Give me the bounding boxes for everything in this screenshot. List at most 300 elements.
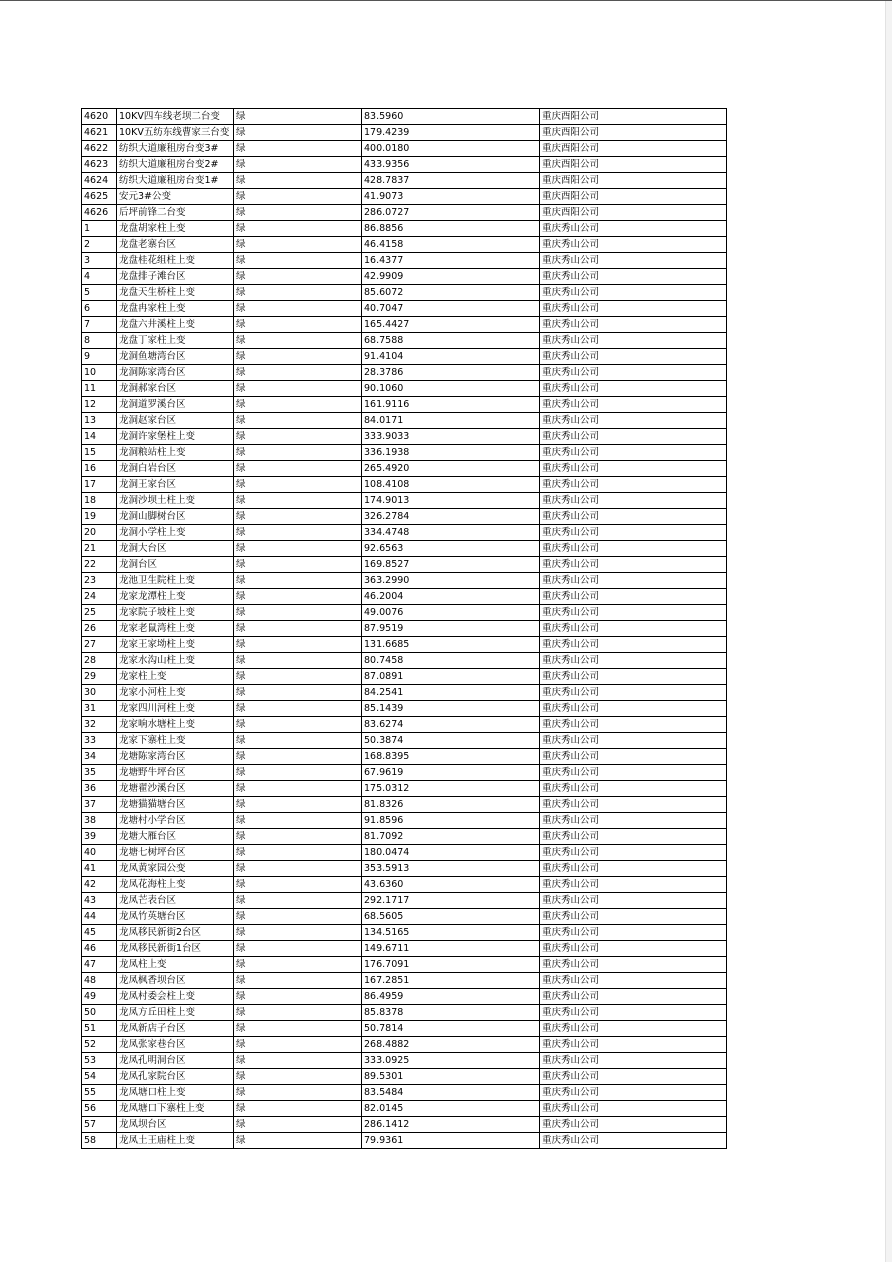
row-index-cell[interactable]: 26 — [82, 621, 117, 637]
status-cell[interactable]: 绿 — [234, 797, 362, 813]
company-cell[interactable]: 重庆秀山公司 — [540, 349, 727, 365]
value-cell[interactable]: 92.6563 — [362, 541, 540, 557]
status-cell[interactable]: 绿 — [234, 125, 362, 141]
status-cell[interactable]: 绿 — [234, 589, 362, 605]
station-name-cell[interactable]: 龙家响水塘柱上变 — [117, 717, 234, 733]
status-cell[interactable]: 绿 — [234, 1053, 362, 1069]
station-name-cell[interactable]: 龙洞粮站柱上变 — [117, 445, 234, 461]
company-cell[interactable]: 重庆秀山公司 — [540, 781, 727, 797]
row-index-cell[interactable]: 56 — [82, 1101, 117, 1117]
company-cell[interactable]: 重庆秀山公司 — [540, 653, 727, 669]
company-cell[interactable]: 重庆秀山公司 — [540, 1021, 727, 1037]
value-cell[interactable]: 174.9013 — [362, 493, 540, 509]
value-cell[interactable]: 353.5913 — [362, 861, 540, 877]
company-cell[interactable]: 重庆秀山公司 — [540, 573, 727, 589]
station-name-cell[interactable]: 龙凤黄家园公变 — [117, 861, 234, 877]
station-name-cell[interactable]: 龙凤芒表台区 — [117, 893, 234, 909]
value-cell[interactable]: 87.9519 — [362, 621, 540, 637]
station-name-cell[interactable]: 龙洞赵家台区 — [117, 413, 234, 429]
value-cell[interactable]: 84.2541 — [362, 685, 540, 701]
company-cell[interactable]: 重庆秀山公司 — [540, 413, 727, 429]
company-cell[interactable]: 重庆秀山公司 — [540, 269, 727, 285]
company-cell[interactable]: 重庆秀山公司 — [540, 285, 727, 301]
company-cell[interactable]: 重庆酉阳公司 — [540, 173, 727, 189]
status-cell[interactable]: 绿 — [234, 573, 362, 589]
value-cell[interactable]: 79.9361 — [362, 1133, 540, 1149]
value-cell[interactable]: 50.3874 — [362, 733, 540, 749]
station-name-cell[interactable]: 龙塘大雁台区 — [117, 829, 234, 845]
status-cell[interactable]: 绿 — [234, 541, 362, 557]
value-cell[interactable]: 83.5960 — [362, 109, 540, 125]
station-name-cell[interactable]: 龙凤花海柱上变 — [117, 877, 234, 893]
row-index-cell[interactable]: 30 — [82, 685, 117, 701]
status-cell[interactable]: 绿 — [234, 317, 362, 333]
company-cell[interactable]: 重庆酉阳公司 — [540, 205, 727, 221]
status-cell[interactable]: 绿 — [234, 509, 362, 525]
status-cell[interactable]: 绿 — [234, 637, 362, 653]
row-index-cell[interactable]: 55 — [82, 1085, 117, 1101]
company-cell[interactable]: 重庆秀山公司 — [540, 829, 727, 845]
row-index-cell[interactable]: 37 — [82, 797, 117, 813]
status-cell[interactable]: 绿 — [234, 845, 362, 861]
status-cell[interactable]: 绿 — [234, 941, 362, 957]
station-name-cell[interactable]: 龙盘冉家柱上变 — [117, 301, 234, 317]
company-cell[interactable]: 重庆秀山公司 — [540, 685, 727, 701]
row-index-cell[interactable]: 7 — [82, 317, 117, 333]
company-cell[interactable]: 重庆秀山公司 — [540, 477, 727, 493]
station-name-cell[interactable]: 龙凤枫香坝台区 — [117, 973, 234, 989]
row-index-cell[interactable]: 24 — [82, 589, 117, 605]
status-cell[interactable]: 绿 — [234, 877, 362, 893]
row-index-cell[interactable]: 4626 — [82, 205, 117, 221]
row-index-cell[interactable]: 46 — [82, 941, 117, 957]
company-cell[interactable]: 重庆秀山公司 — [540, 429, 727, 445]
station-name-cell[interactable]: 龙盘六井溪柱上变 — [117, 317, 234, 333]
company-cell[interactable]: 重庆酉阳公司 — [540, 157, 727, 173]
station-name-cell[interactable]: 龙凤竹英塘台区 — [117, 909, 234, 925]
status-cell[interactable]: 绿 — [234, 461, 362, 477]
company-cell[interactable]: 重庆酉阳公司 — [540, 125, 727, 141]
row-index-cell[interactable]: 43 — [82, 893, 117, 909]
status-cell[interactable]: 绿 — [234, 269, 362, 285]
station-name-cell[interactable]: 龙塘七树坪台区 — [117, 845, 234, 861]
station-name-cell[interactable]: 龙盘桂花组柱上变 — [117, 253, 234, 269]
company-cell[interactable]: 重庆秀山公司 — [540, 717, 727, 733]
station-name-cell[interactable]: 龙洞陈家湾台区 — [117, 365, 234, 381]
row-index-cell[interactable]: 57 — [82, 1117, 117, 1133]
value-cell[interactable]: 50.7814 — [362, 1021, 540, 1037]
value-cell[interactable]: 286.1412 — [362, 1117, 540, 1133]
station-name-cell[interactable]: 龙盘排子滩台区 — [117, 269, 234, 285]
value-cell[interactable]: 179.4239 — [362, 125, 540, 141]
company-cell[interactable]: 重庆酉阳公司 — [540, 109, 727, 125]
station-name-cell[interactable]: 龙凤土王庙柱上变 — [117, 1133, 234, 1149]
status-cell[interactable]: 绿 — [234, 1037, 362, 1053]
status-cell[interactable]: 绿 — [234, 397, 362, 413]
value-cell[interactable]: 40.7047 — [362, 301, 540, 317]
station-name-cell[interactable]: 龙洞大台区 — [117, 541, 234, 557]
status-cell[interactable]: 绿 — [234, 173, 362, 189]
status-cell[interactable]: 绿 — [234, 109, 362, 125]
row-index-cell[interactable]: 31 — [82, 701, 117, 717]
company-cell[interactable]: 重庆秀山公司 — [540, 509, 727, 525]
value-cell[interactable]: 43.6360 — [362, 877, 540, 893]
status-cell[interactable]: 绿 — [234, 973, 362, 989]
company-cell[interactable]: 重庆秀山公司 — [540, 1117, 727, 1133]
company-cell[interactable]: 重庆秀山公司 — [540, 909, 727, 925]
value-cell[interactable]: 90.1060 — [362, 381, 540, 397]
station-name-cell[interactable]: 龙洞山脚树台区 — [117, 509, 234, 525]
row-index-cell[interactable]: 34 — [82, 749, 117, 765]
station-name-cell[interactable]: 龙凤移民新街2台区 — [117, 925, 234, 941]
value-cell[interactable]: 89.5301 — [362, 1069, 540, 1085]
status-cell[interactable]: 绿 — [234, 333, 362, 349]
row-index-cell[interactable]: 27 — [82, 637, 117, 653]
company-cell[interactable]: 重庆秀山公司 — [540, 445, 727, 461]
value-cell[interactable]: 16.4377 — [362, 253, 540, 269]
station-name-cell[interactable]: 龙家下寨柱上变 — [117, 733, 234, 749]
row-index-cell[interactable]: 18 — [82, 493, 117, 509]
company-cell[interactable]: 重庆秀山公司 — [540, 301, 727, 317]
company-cell[interactable]: 重庆秀山公司 — [540, 973, 727, 989]
status-cell[interactable]: 绿 — [234, 205, 362, 221]
value-cell[interactable]: 334.4748 — [362, 525, 540, 541]
company-cell[interactable]: 重庆秀山公司 — [540, 1053, 727, 1069]
value-cell[interactable]: 333.0925 — [362, 1053, 540, 1069]
status-cell[interactable]: 绿 — [234, 749, 362, 765]
station-name-cell[interactable]: 安元3#公变 — [117, 189, 234, 205]
status-cell[interactable]: 绿 — [234, 557, 362, 573]
company-cell[interactable]: 重庆秀山公司 — [540, 893, 727, 909]
station-name-cell[interactable]: 龙洞白岩台区 — [117, 461, 234, 477]
value-cell[interactable]: 169.8527 — [362, 557, 540, 573]
value-cell[interactable]: 83.6274 — [362, 717, 540, 733]
status-cell[interactable]: 绿 — [234, 221, 362, 237]
status-cell[interactable]: 绿 — [234, 701, 362, 717]
row-index-cell[interactable]: 54 — [82, 1069, 117, 1085]
station-name-cell[interactable]: 龙家王家坳柱上变 — [117, 637, 234, 653]
company-cell[interactable]: 重庆秀山公司 — [540, 381, 727, 397]
value-cell[interactable]: 175.0312 — [362, 781, 540, 797]
value-cell[interactable]: 286.0727 — [362, 205, 540, 221]
row-index-cell[interactable]: 4621 — [82, 125, 117, 141]
status-cell[interactable]: 绿 — [234, 909, 362, 925]
value-cell[interactable]: 91.8596 — [362, 813, 540, 829]
status-cell[interactable]: 绿 — [234, 237, 362, 253]
status-cell[interactable]: 绿 — [234, 813, 362, 829]
row-index-cell[interactable]: 42 — [82, 877, 117, 893]
company-cell[interactable]: 重庆秀山公司 — [540, 253, 727, 269]
company-cell[interactable]: 重庆秀山公司 — [540, 365, 727, 381]
company-cell[interactable]: 重庆秀山公司 — [540, 765, 727, 781]
status-cell[interactable]: 绿 — [234, 1005, 362, 1021]
station-name-cell[interactable]: 龙凤张家巷台区 — [117, 1037, 234, 1053]
station-name-cell[interactable]: 龙家老鼠湾柱上变 — [117, 621, 234, 637]
row-index-cell[interactable]: 28 — [82, 653, 117, 669]
station-name-cell[interactable]: 龙盘丁家柱上变 — [117, 333, 234, 349]
row-index-cell[interactable]: 58 — [82, 1133, 117, 1149]
status-cell[interactable]: 绿 — [234, 189, 362, 205]
value-cell[interactable]: 81.7092 — [362, 829, 540, 845]
company-cell[interactable]: 重庆秀山公司 — [540, 861, 727, 877]
status-cell[interactable]: 绿 — [234, 381, 362, 397]
row-index-cell[interactable]: 25 — [82, 605, 117, 621]
row-index-cell[interactable]: 29 — [82, 669, 117, 685]
company-cell[interactable]: 重庆酉阳公司 — [540, 141, 727, 157]
company-cell[interactable]: 重庆秀山公司 — [540, 925, 727, 941]
value-cell[interactable]: 85.1439 — [362, 701, 540, 717]
station-name-cell[interactable]: 10KV五纺东线曹家三台变 — [117, 125, 234, 141]
status-cell[interactable]: 绿 — [234, 1021, 362, 1037]
row-index-cell[interactable]: 4622 — [82, 141, 117, 157]
value-cell[interactable]: 46.2004 — [362, 589, 540, 605]
station-name-cell[interactable]: 龙塘村小学台区 — [117, 813, 234, 829]
status-cell[interactable]: 绿 — [234, 285, 362, 301]
station-name-cell[interactable]: 龙家水沟山柱上变 — [117, 653, 234, 669]
value-cell[interactable]: 333.9033 — [362, 429, 540, 445]
status-cell[interactable]: 绿 — [234, 477, 362, 493]
value-cell[interactable]: 161.9116 — [362, 397, 540, 413]
value-cell[interactable]: 168.8395 — [362, 749, 540, 765]
value-cell[interactable]: 82.0145 — [362, 1101, 540, 1117]
value-cell[interactable]: 131.6685 — [362, 637, 540, 653]
station-name-cell[interactable]: 龙家龙潭柱上变 — [117, 589, 234, 605]
row-index-cell[interactable]: 49 — [82, 989, 117, 1005]
company-cell[interactable]: 重庆秀山公司 — [540, 637, 727, 653]
status-cell[interactable]: 绿 — [234, 365, 362, 381]
value-cell[interactable]: 108.4108 — [362, 477, 540, 493]
company-cell[interactable]: 重庆秀山公司 — [540, 317, 727, 333]
value-cell[interactable]: 326.2784 — [362, 509, 540, 525]
value-cell[interactable]: 400.0180 — [362, 141, 540, 157]
value-cell[interactable]: 85.6072 — [362, 285, 540, 301]
station-name-cell[interactable]: 龙家院子坡柱上变 — [117, 605, 234, 621]
station-name-cell[interactable]: 龙家四川河柱上变 — [117, 701, 234, 717]
status-cell[interactable]: 绿 — [234, 349, 362, 365]
company-cell[interactable]: 重庆秀山公司 — [540, 605, 727, 621]
station-name-cell[interactable]: 龙凤塘口下寨柱上变 — [117, 1101, 234, 1117]
company-cell[interactable]: 重庆秀山公司 — [540, 237, 727, 253]
station-name-cell[interactable]: 龙家小河柱上变 — [117, 685, 234, 701]
station-name-cell[interactable]: 龙塘猫猫塘台区 — [117, 797, 234, 813]
company-cell[interactable]: 重庆秀山公司 — [540, 941, 727, 957]
company-cell[interactable]: 重庆秀山公司 — [540, 877, 727, 893]
status-cell[interactable]: 绿 — [234, 157, 362, 173]
value-cell[interactable]: 80.7458 — [362, 653, 540, 669]
station-name-cell[interactable]: 龙塘野牛坪台区 — [117, 765, 234, 781]
value-cell[interactable]: 84.0171 — [362, 413, 540, 429]
row-index-cell[interactable]: 4620 — [82, 109, 117, 125]
value-cell[interactable]: 68.5605 — [362, 909, 540, 925]
row-index-cell[interactable]: 35 — [82, 765, 117, 781]
row-index-cell[interactable]: 51 — [82, 1021, 117, 1037]
value-cell[interactable]: 91.4104 — [362, 349, 540, 365]
company-cell[interactable]: 重庆秀山公司 — [540, 1037, 727, 1053]
station-name-cell[interactable]: 龙洞小学柱上变 — [117, 525, 234, 541]
company-cell[interactable]: 重庆秀山公司 — [540, 541, 727, 557]
status-cell[interactable]: 绿 — [234, 653, 362, 669]
value-cell[interactable]: 86.4959 — [362, 989, 540, 1005]
station-name-cell[interactable]: 纺织大道廉租房台变2# — [117, 157, 234, 173]
station-name-cell[interactable]: 龙塘翟沙溪台区 — [117, 781, 234, 797]
value-cell[interactable]: 428.7837 — [362, 173, 540, 189]
status-cell[interactable]: 绿 — [234, 861, 362, 877]
status-cell[interactable]: 绿 — [234, 253, 362, 269]
status-cell[interactable]: 绿 — [234, 445, 362, 461]
row-index-cell[interactable]: 47 — [82, 957, 117, 973]
value-cell[interactable]: 68.7588 — [362, 333, 540, 349]
value-cell[interactable]: 433.9356 — [362, 157, 540, 173]
company-cell[interactable]: 重庆秀山公司 — [540, 1005, 727, 1021]
company-cell[interactable]: 重庆秀山公司 — [540, 797, 727, 813]
status-cell[interactable]: 绿 — [234, 829, 362, 845]
row-index-cell[interactable]: 13 — [82, 413, 117, 429]
row-index-cell[interactable]: 14 — [82, 429, 117, 445]
value-cell[interactable]: 42.9909 — [362, 269, 540, 285]
status-cell[interactable]: 绿 — [234, 525, 362, 541]
row-index-cell[interactable]: 36 — [82, 781, 117, 797]
station-name-cell[interactable]: 龙凤孔家院台区 — [117, 1069, 234, 1085]
status-cell[interactable]: 绿 — [234, 765, 362, 781]
station-name-cell[interactable]: 龙凤柱上变 — [117, 957, 234, 973]
row-index-cell[interactable]: 8 — [82, 333, 117, 349]
value-cell[interactable]: 85.8378 — [362, 1005, 540, 1021]
company-cell[interactable]: 重庆秀山公司 — [540, 1133, 727, 1149]
value-cell[interactable]: 28.3786 — [362, 365, 540, 381]
company-cell[interactable]: 重庆秀山公司 — [540, 589, 727, 605]
station-name-cell[interactable]: 龙凤塘口柱上变 — [117, 1085, 234, 1101]
row-index-cell[interactable]: 48 — [82, 973, 117, 989]
status-cell[interactable]: 绿 — [234, 1069, 362, 1085]
row-index-cell[interactable]: 4623 — [82, 157, 117, 173]
value-cell[interactable]: 363.2990 — [362, 573, 540, 589]
company-cell[interactable]: 重庆秀山公司 — [540, 525, 727, 541]
company-cell[interactable]: 重庆秀山公司 — [540, 749, 727, 765]
status-cell[interactable]: 绿 — [234, 989, 362, 1005]
value-cell[interactable]: 46.4158 — [362, 237, 540, 253]
value-cell[interactable]: 176.7091 — [362, 957, 540, 973]
row-index-cell[interactable]: 11 — [82, 381, 117, 397]
status-cell[interactable]: 绿 — [234, 957, 362, 973]
row-index-cell[interactable]: 32 — [82, 717, 117, 733]
company-cell[interactable]: 重庆秀山公司 — [540, 845, 727, 861]
station-name-cell[interactable]: 龙凤新店子台区 — [117, 1021, 234, 1037]
status-cell[interactable]: 绿 — [234, 1101, 362, 1117]
status-cell[interactable]: 绿 — [234, 301, 362, 317]
company-cell[interactable]: 重庆秀山公司 — [540, 1069, 727, 1085]
station-name-cell[interactable]: 龙洞沙坝土柱上变 — [117, 493, 234, 509]
scrollbar-track[interactable] — [885, 1, 892, 1262]
status-cell[interactable]: 绿 — [234, 685, 362, 701]
status-cell[interactable]: 绿 — [234, 1117, 362, 1133]
status-cell[interactable]: 绿 — [234, 1085, 362, 1101]
value-cell[interactable]: 134.5165 — [362, 925, 540, 941]
company-cell[interactable]: 重庆秀山公司 — [540, 221, 727, 237]
row-index-cell[interactable]: 39 — [82, 829, 117, 845]
status-cell[interactable]: 绿 — [234, 893, 362, 909]
row-index-cell[interactable]: 44 — [82, 909, 117, 925]
status-cell[interactable]: 绿 — [234, 717, 362, 733]
value-cell[interactable]: 292.1717 — [362, 893, 540, 909]
row-index-cell[interactable]: 38 — [82, 813, 117, 829]
row-index-cell[interactable]: 4624 — [82, 173, 117, 189]
row-index-cell[interactable]: 3 — [82, 253, 117, 269]
company-cell[interactable]: 重庆秀山公司 — [540, 397, 727, 413]
station-name-cell[interactable]: 龙盘胡家柱上变 — [117, 221, 234, 237]
station-name-cell[interactable]: 龙洞道罗溪台区 — [117, 397, 234, 413]
row-index-cell[interactable]: 4 — [82, 269, 117, 285]
station-name-cell[interactable]: 龙洞台区 — [117, 557, 234, 573]
company-cell[interactable]: 重庆秀山公司 — [540, 701, 727, 717]
station-name-cell[interactable]: 龙洞许家堡柱上变 — [117, 429, 234, 445]
row-index-cell[interactable]: 12 — [82, 397, 117, 413]
row-index-cell[interactable]: 23 — [82, 573, 117, 589]
row-index-cell[interactable]: 6 — [82, 301, 117, 317]
station-name-cell[interactable]: 龙凤方丘田柱上变 — [117, 1005, 234, 1021]
row-index-cell[interactable]: 33 — [82, 733, 117, 749]
company-cell[interactable]: 重庆秀山公司 — [540, 957, 727, 973]
station-name-cell[interactable]: 龙家柱上变 — [117, 669, 234, 685]
station-name-cell[interactable]: 龙池卫生院柱上变 — [117, 573, 234, 589]
company-cell[interactable]: 重庆秀山公司 — [540, 461, 727, 477]
value-cell[interactable]: 49.0076 — [362, 605, 540, 621]
row-index-cell[interactable]: 50 — [82, 1005, 117, 1021]
value-cell[interactable]: 67.9619 — [362, 765, 540, 781]
status-cell[interactable]: 绿 — [234, 925, 362, 941]
station-name-cell[interactable]: 龙凤移民新街1台区 — [117, 941, 234, 957]
station-name-cell[interactable]: 龙凤孔明洞台区 — [117, 1053, 234, 1069]
company-cell[interactable]: 重庆秀山公司 — [540, 669, 727, 685]
value-cell[interactable]: 268.4882 — [362, 1037, 540, 1053]
row-index-cell[interactable]: 22 — [82, 557, 117, 573]
value-cell[interactable]: 265.4920 — [362, 461, 540, 477]
station-name-cell[interactable]: 10KV四车线老坝二台变 — [117, 109, 234, 125]
station-name-cell[interactable]: 纺织大道廉租房台变3# — [117, 141, 234, 157]
value-cell[interactable]: 87.0891 — [362, 669, 540, 685]
value-cell[interactable]: 149.6711 — [362, 941, 540, 957]
station-name-cell[interactable]: 龙盘天生桥柱上变 — [117, 285, 234, 301]
row-index-cell[interactable]: 40 — [82, 845, 117, 861]
station-name-cell[interactable]: 龙洞王家台区 — [117, 477, 234, 493]
row-index-cell[interactable]: 15 — [82, 445, 117, 461]
status-cell[interactable]: 绿 — [234, 733, 362, 749]
row-index-cell[interactable]: 53 — [82, 1053, 117, 1069]
value-cell[interactable]: 336.1938 — [362, 445, 540, 461]
row-index-cell[interactable]: 52 — [82, 1037, 117, 1053]
status-cell[interactable]: 绿 — [234, 621, 362, 637]
status-cell[interactable]: 绿 — [234, 605, 362, 621]
row-index-cell[interactable]: 1 — [82, 221, 117, 237]
row-index-cell[interactable]: 9 — [82, 349, 117, 365]
status-cell[interactable]: 绿 — [234, 429, 362, 445]
company-cell[interactable]: 重庆秀山公司 — [540, 621, 727, 637]
station-name-cell[interactable]: 龙洞鱼塘湾台区 — [117, 349, 234, 365]
value-cell[interactable]: 180.0474 — [362, 845, 540, 861]
row-index-cell[interactable]: 2 — [82, 237, 117, 253]
row-index-cell[interactable]: 5 — [82, 285, 117, 301]
row-index-cell[interactable]: 45 — [82, 925, 117, 941]
station-name-cell[interactable]: 龙洞郝家台区 — [117, 381, 234, 397]
value-cell[interactable]: 167.2851 — [362, 973, 540, 989]
row-index-cell[interactable]: 19 — [82, 509, 117, 525]
company-cell[interactable]: 重庆秀山公司 — [540, 1085, 727, 1101]
station-name-cell[interactable]: 纺织大道廉租房台变1# — [117, 173, 234, 189]
status-cell[interactable]: 绿 — [234, 669, 362, 685]
status-cell[interactable]: 绿 — [234, 413, 362, 429]
status-cell[interactable]: 绿 — [234, 781, 362, 797]
value-cell[interactable]: 81.8326 — [362, 797, 540, 813]
company-cell[interactable]: 重庆秀山公司 — [540, 493, 727, 509]
